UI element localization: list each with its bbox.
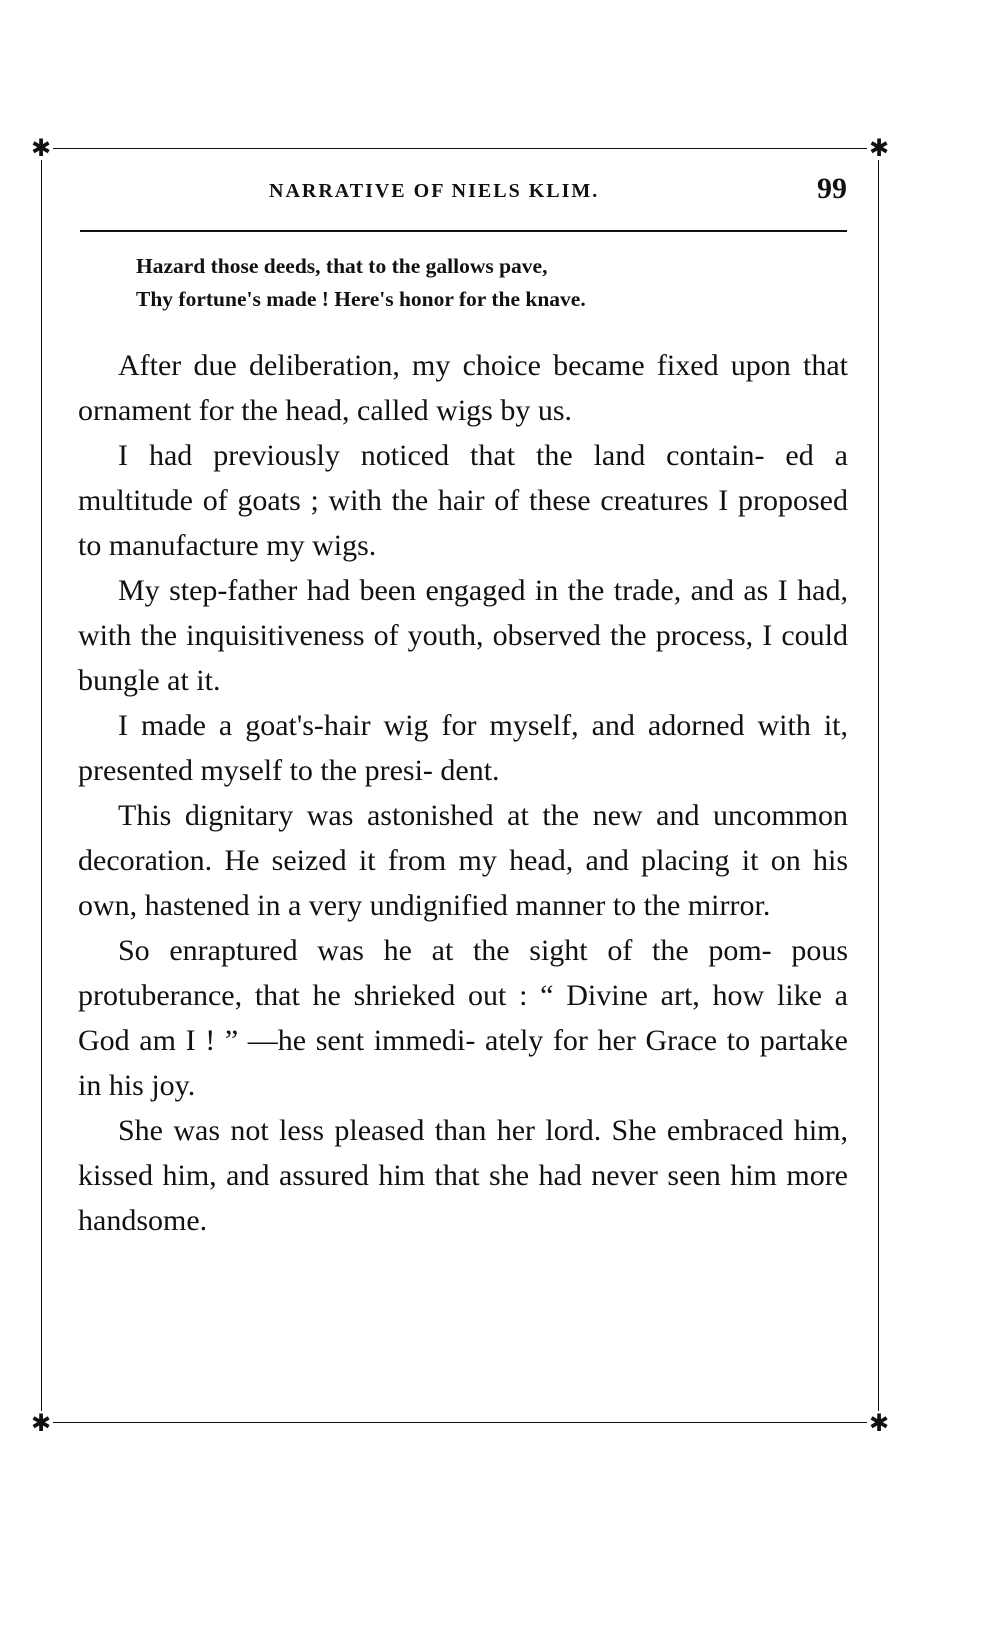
page-number: 99 <box>817 172 847 205</box>
corner-ornament-icon: ✱ <box>868 1409 890 1437</box>
paragraph: After due deliberation, my choice became fixed upon that ornament for the head, called wigs by us. <box>78 349 848 427</box>
paragraph: I had previously noticed that the land contain- ed a multitude of goats ; with the hair of these creatures I proposed to manufacture my wigs. <box>78 439 848 562</box>
paragraph: I made a goat's-hair wig for myself, and adorned with it, presented myself to the presi- dent. <box>78 709 848 787</box>
running-title: NARRATIVE OF NIELS KLIM. <box>269 180 600 202</box>
border-top-rule <box>41 148 879 149</box>
verse-line: Hazard those deeds, that to the gallows pave, <box>136 254 548 278</box>
corner-ornament-icon: ✱ <box>868 134 890 162</box>
border-left-rule <box>41 148 42 1423</box>
header-divider <box>80 230 847 232</box>
border-right-rule <box>878 148 879 1423</box>
paragraph: My step-father had been engaged in the trade, and as I had, with the inquisitiveness of youth, observed the process, I could bungle at it. <box>78 574 848 697</box>
border-bottom-rule <box>41 1422 879 1423</box>
paragraph: This dignitary was astonished at the new and uncommon decoration. He seized it from my head, and placing it on his own, hastened in a very undignified manner to the mirror. <box>78 799 848 922</box>
epigraph-verse <box>136 250 836 316</box>
body-text <box>78 343 848 1243</box>
verse-line: Thy fortune's made ! Here's honor for the knave. <box>136 287 586 311</box>
running-head <box>79 172 847 212</box>
corner-ornament-icon: ✱ <box>30 1409 52 1437</box>
paragraph: So enraptured was he at the sight of the pom- pous protuberance, that he shrieked out : “ Divine art, how like a God am I ! ” —he sent immedi- ately for her Grace to partake in his joy. <box>78 934 848 1102</box>
corner-ornament-icon: ✱ <box>30 134 52 162</box>
paragraph: She was not less pleased than her lord. She embraced him, kissed him, and assured him that she had never seen him more handsome. <box>78 1114 848 1237</box>
